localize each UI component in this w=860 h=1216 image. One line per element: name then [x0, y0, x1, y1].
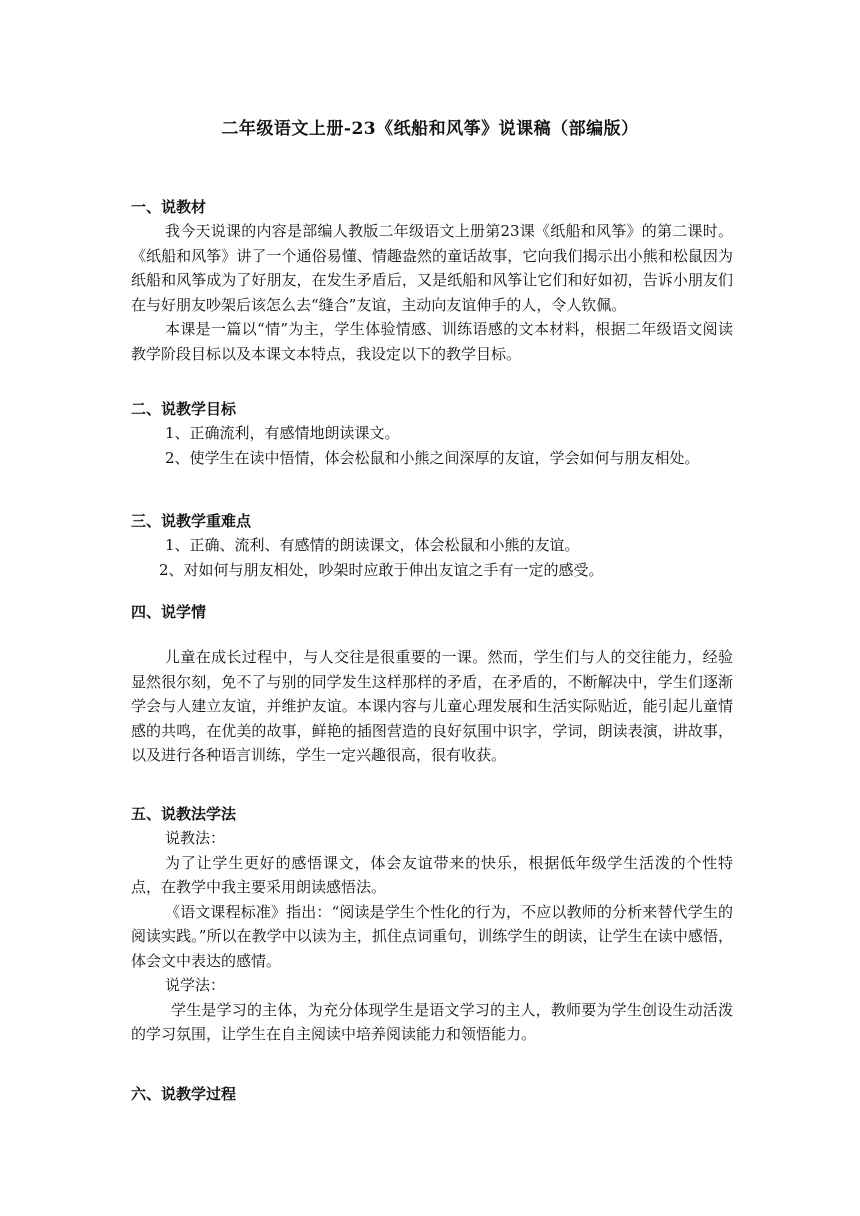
- section-teaching-goals: [131, 397, 733, 470]
- list-item: 2、使学生在读中悟情，体会松鼠和小熊之间深厚的友谊，学会如何与朋友相处。: [165, 448, 700, 467]
- section-heading: 二、说教学目标: [131, 400, 237, 418]
- teaching-method-label: 说教法：: [165, 829, 226, 847]
- paragraph: 《语文课程标准》指出：“阅读是学生个性化的行为，不应以教师的分析来替代学生的阅读实践。”所以在教学中以读为主，抓住点词重句，训练学生的朗读，让学生在读中感悟，体会文中表达的感情。: [131, 902, 733, 970]
- section-student-analysis: [131, 600, 733, 624]
- paragraph: 为了让学生更好的感悟课文，体会友谊带来的快乐，根据低年级学生活泼的个性特点，在教学中我主要采用朗读感悟法。: [131, 853, 733, 896]
- section-heading: 一、说教材: [131, 198, 207, 216]
- document-title: 二年级语文上册-23《纸船和风筝》说课稿（部编版）: [221, 119, 639, 139]
- section-key-points: [131, 509, 733, 582]
- section-process: [131, 1082, 733, 1106]
- section-heading: 四、说学情: [131, 603, 207, 621]
- learning-method-label: 说学法：: [165, 976, 226, 994]
- paragraph: 我今天说课的内容是部编人教版二年级语文上册第23课《纸船和风筝》的第二课时。《纸船和风筝》讲了一个通俗易懂、情趣盎然的童话故事，它向我们揭示出小熊和松鼠因为纸船和风筝成为了好朋友，在发生矛盾后，又是纸船和风筝让它们和好如初，告诉小朋友们在与好朋友吵架后该怎么去“缝合”友谊，主动向友谊伸手的人，令人钦佩。: [131, 222, 733, 314]
- section-heading: 六、说教学过程: [131, 1085, 237, 1103]
- paragraph: 儿童在成长过程中，与人交往是很重要的一课。然而，学生们与人的交往能力，经验显然很尔刻，免不了与别的同学发生这样那样的矛盾，在矛盾的，不断解决中，学生们逐渐学会与人建立友谊，并维护友谊。本课内容与儿童心理发展和生活实际贴近，能引起儿童情感的共鸣，在优美的故事，鲜艳的插图营造的良好氛围中识字，学词，朗读表演，讲故事，以及进行各种语言训练，学生一定兴趣很高，很有收获。: [131, 648, 733, 764]
- section-textbook: [131, 195, 733, 366]
- section-heading: 三、说教学重难点: [131, 512, 252, 530]
- list-item: 1、正确流利，有感情地朗读课文。: [165, 424, 400, 442]
- list-item: 1、正确、流利、有感情的朗读课文，体会松鼠和小熊的友谊。: [165, 536, 580, 554]
- paragraph: 学生是学习的主体，为充分体现学生是语文学习的主人，教师要为学生创设生动活泼的学习氛围，让学生在自主阅读中培养阅读能力和领悟能力。: [131, 1000, 733, 1043]
- paragraph: 本课是一篇以“情”为主，学生体验情感、训练语感的文本材料，根据二年级语文阅读教学阶段目标以及本课文本特点，我设定以下的教学目标。: [131, 320, 733, 363]
- list-item: 2、对如何与朋友相处，吵架时应敢于伸出友谊之手有一定的感受。: [159, 560, 604, 579]
- section-heading: 五、说教法学法: [131, 805, 237, 823]
- section-student-analysis-body: [131, 645, 733, 768]
- section-methods: [131, 802, 733, 1047]
